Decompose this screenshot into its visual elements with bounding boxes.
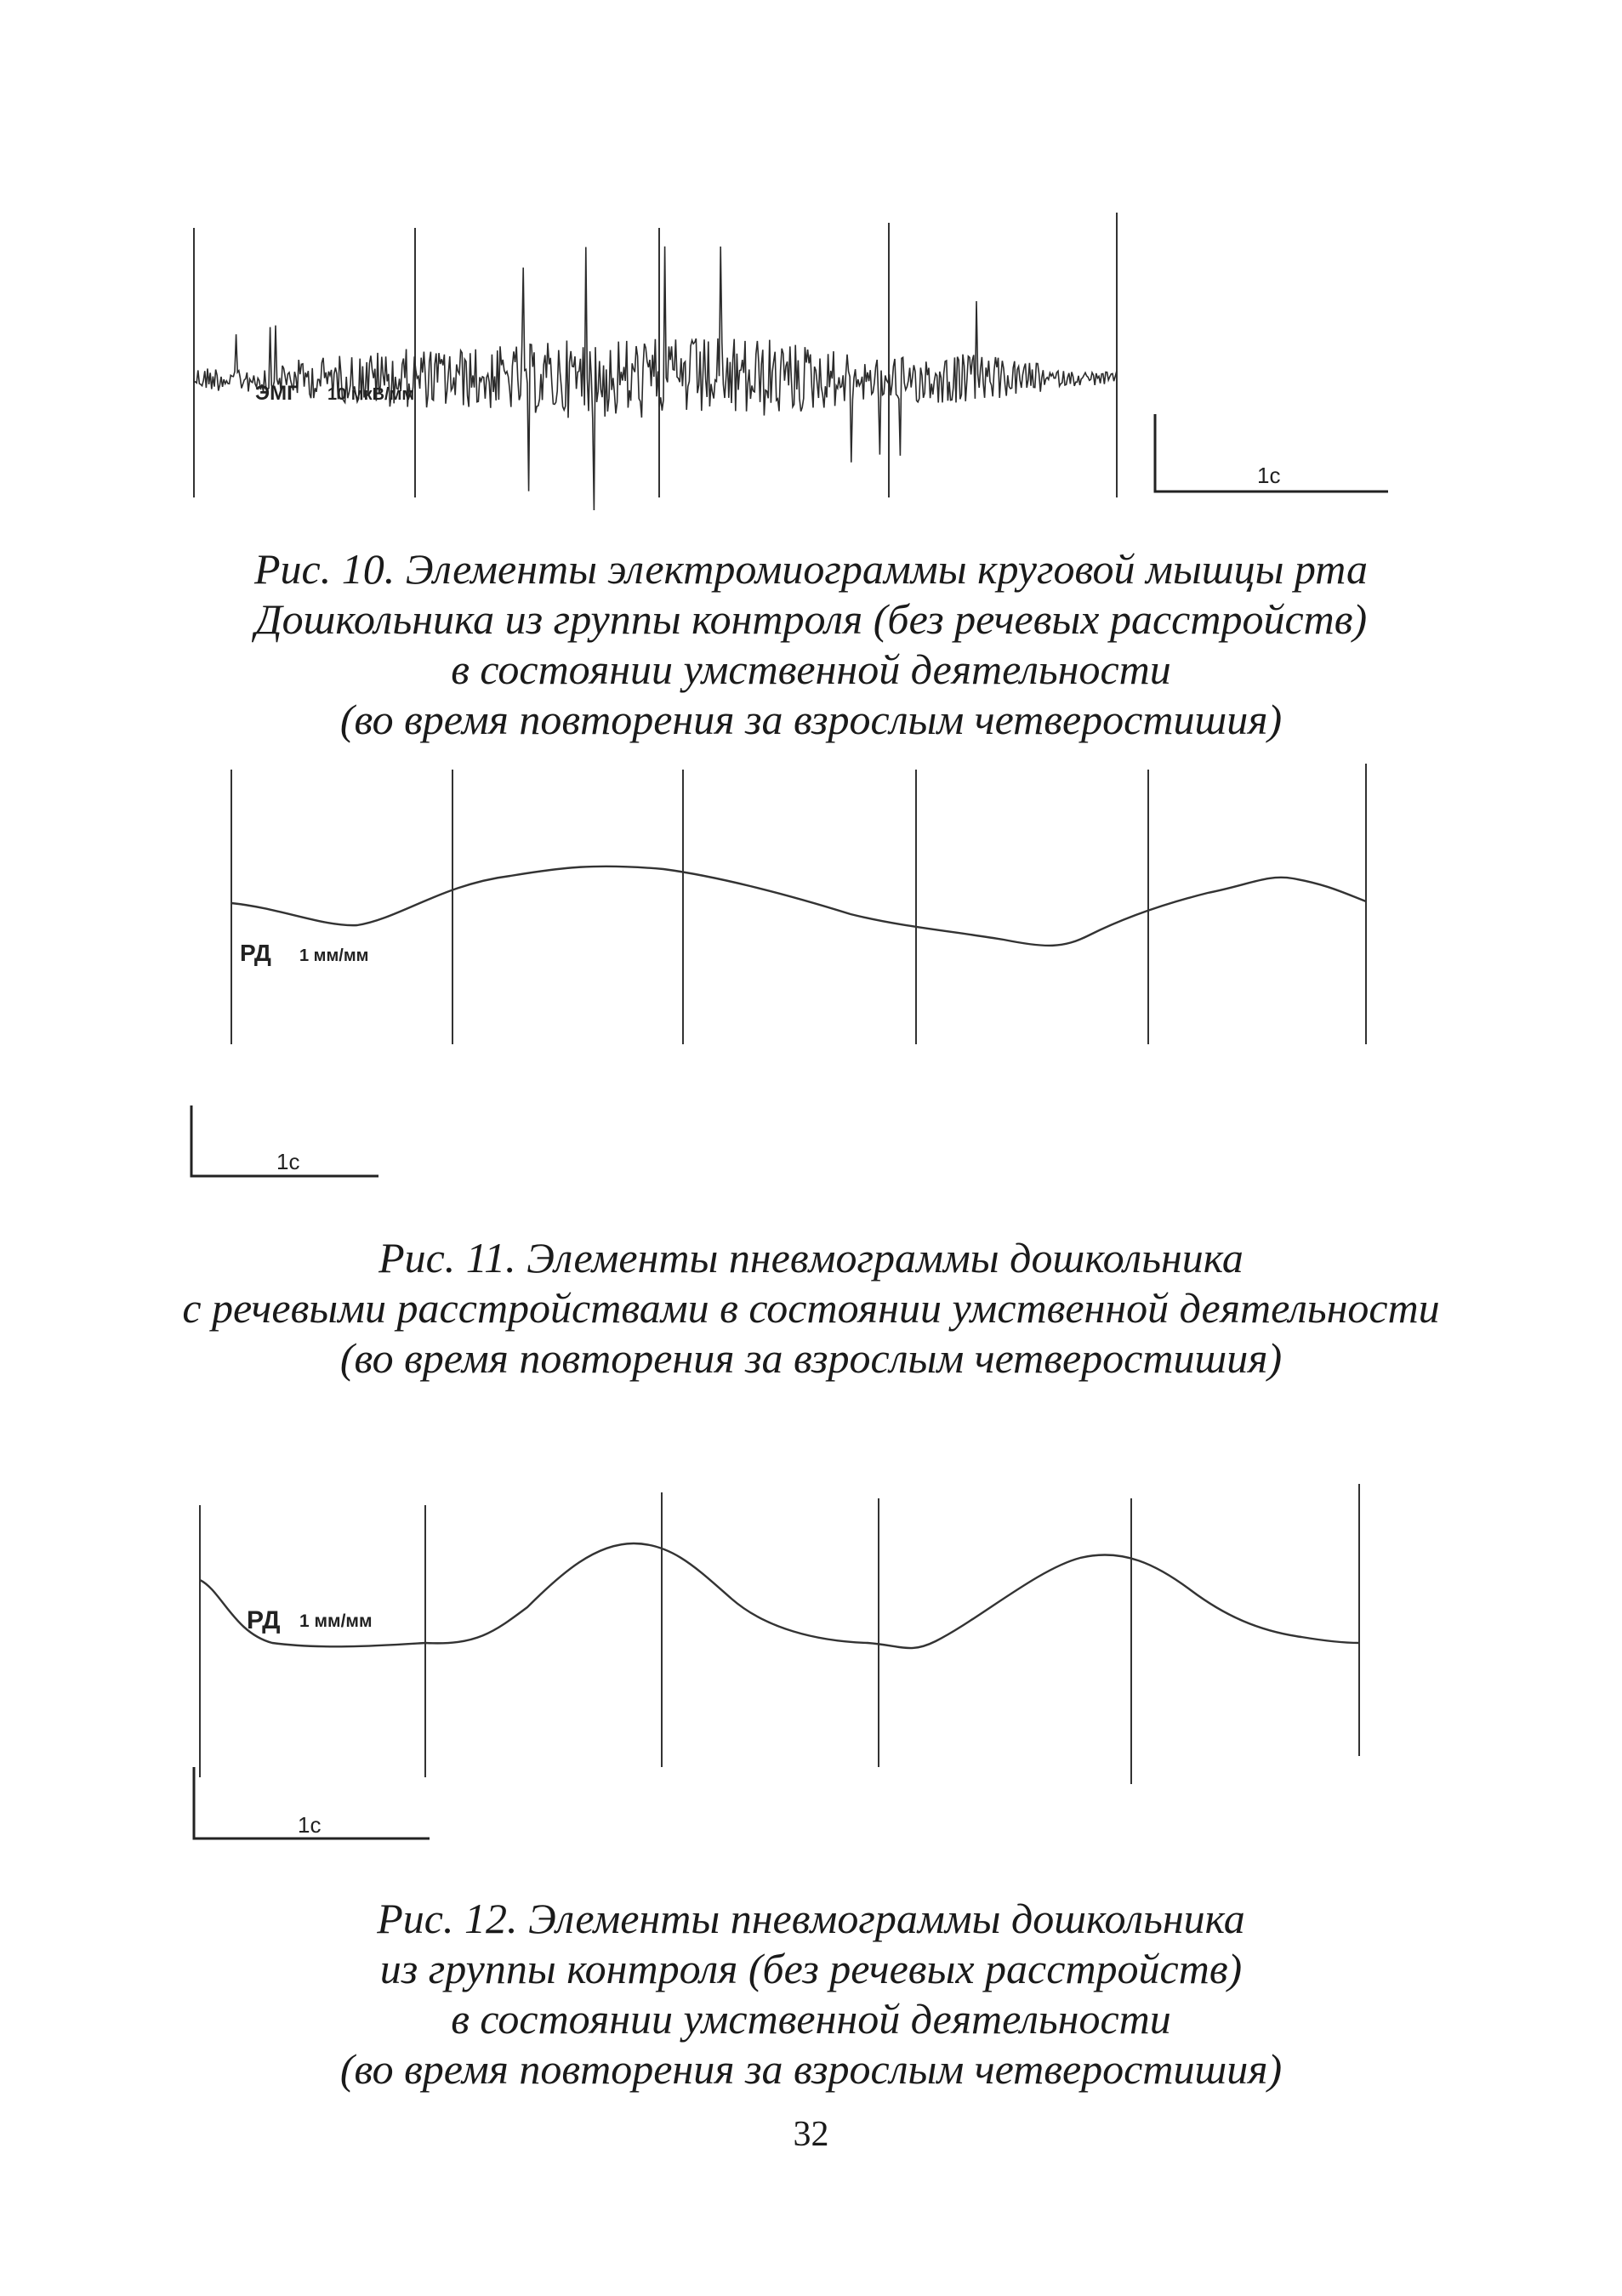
- figure-11-pneumogram: [0, 757, 1622, 1191]
- emg-signal: [194, 247, 1117, 510]
- caption-line: Рис. 11. Элементы пневмограммы дошкольника: [378, 1234, 1244, 1282]
- scale-bar-label: 1с: [276, 1149, 300, 1174]
- caption-line: Рис. 12. Элементы пневмограммы дошкольника: [377, 1895, 1245, 1942]
- resp-trace-label: РД: [247, 1606, 281, 1634]
- caption-line: (во время повторения за взрослым четверостишия): [339, 2045, 1283, 2093]
- scale-bar-label: 1с: [298, 1812, 322, 1838]
- caption-line: с речевыми расстройствами в состоянии умственной деятельности: [182, 1284, 1440, 1332]
- caption-line: Дошкольника из группы контроля (без речевых расстройств): [254, 595, 1368, 643]
- caption-line: (во время повторения за взрослым четверостишия): [339, 1334, 1283, 1382]
- figure-11-caption: [0, 1233, 1622, 1384]
- emg-trace-label: ЭМГ: [255, 382, 299, 405]
- caption-line: Рис. 10. Элементы электромиограммы круговой мышцы рта: [254, 545, 1368, 593]
- resp-sensitivity-label: 1 мм/мм: [299, 946, 369, 965]
- figure-12-caption: [0, 1894, 1622, 2094]
- caption-line: (во время повторения за взрослым четверостишия): [339, 696, 1283, 743]
- respiration-curve: [200, 1543, 1359, 1648]
- emg-sensitivity-label: 10 мкВ/мм: [327, 385, 415, 404]
- figure-10-emg-trace: [0, 196, 1622, 510]
- caption-line: в состоянии умственной деятельности: [451, 645, 1171, 693]
- page-number: 32: [793, 2115, 829, 2154]
- figure-12-pneumogram: [0, 1480, 1622, 1854]
- caption-line: в состоянии умственной деятельности: [451, 1995, 1171, 2043]
- resp-trace-label: РД: [240, 940, 271, 966]
- scale-bar-label: 1с: [1257, 463, 1281, 488]
- respiration-curve: [231, 867, 1366, 946]
- resp-sensitivity-label: 1 мм/мм: [299, 1611, 373, 1631]
- figure-10-caption: [0, 544, 1622, 745]
- caption-line: из группы контроля (без речевых расстройств): [379, 1945, 1243, 1992]
